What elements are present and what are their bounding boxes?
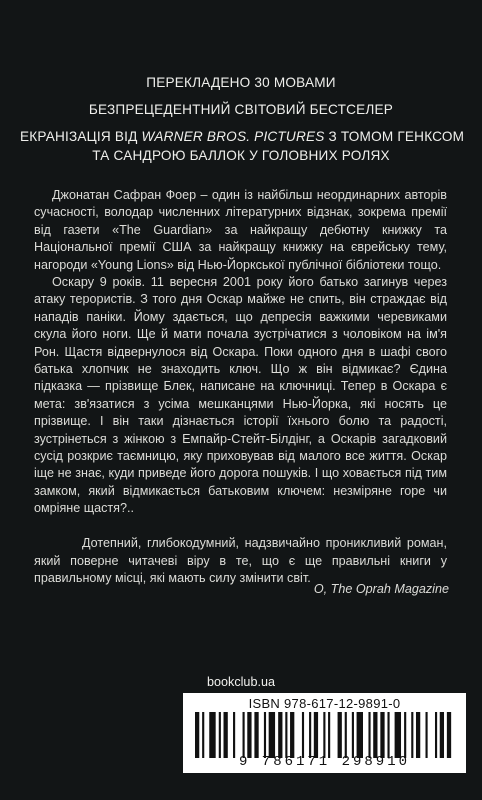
barcode-label xyxy=(183,693,466,773)
quote-source: O, The Oprah Magazine xyxy=(313,582,449,596)
barcode-bars xyxy=(195,712,454,758)
barcode-digits: 9 786171 298910 xyxy=(238,754,411,770)
review-quote: Дотепний, глибокодумний, надзвичайно проникливий роман, який поверне читачеві віру в те, що є ще правильні книги у правильному місці, які мають силу змінити світ. xyxy=(34,536,447,586)
isbn-number: ISBN 978-617-12-9891-0 xyxy=(248,696,401,711)
author-bio: Джонатан Сафран Фоер – один із найбільш неординарних авторів сучасності, володар численних літературних відзнак, зокрема премії від газети «The Guardian» за найкращу дебютну книжку та Національної премії США за найкращу книжку на єврейську тему, нагороди «Young Lions» від Нью-Йоркської публічної бібліотеки тощо. xyxy=(34,188,447,272)
publisher-website: bookclub.ua xyxy=(207,675,275,689)
film-studio: WARNER BROS. PICTURES xyxy=(141,129,325,144)
film-adaptation-note xyxy=(20,127,465,146)
film-adaptation-prefix: ЕКРАНІЗАЦІЯ ВІД xyxy=(20,129,142,144)
bestseller-note: БЕЗПРЕЦЕДЕНТНИЙ СВІТОВИЙ БЕСТСЕЛЕР xyxy=(88,102,394,117)
synopsis: Оскару 9 років. 11 вересня 2001 року його батько загинув через атаку терористів. З того дня Оскар майже не спить, він страждає від нападів паніки. Йому здається, що депресія важкими черевиками скула його ноги. Ще й мати почала зустрічатися з чоловіком на ім'я Рон. Щастя відвернулося від Оскара. Поки одного дня в шафі свого батька хлопчик не знаходить ключ. Що ж він відмикає? Єдина підказка — прізвище Блек, написане на ключниці. Тепер в Оскара є мета: зв'язатися з усіма мешканцями Нью-Йорка, які носять це прізвище. І він таки дізнається історії їхнього болю та радості, зустрінеться з жінкою з Емпайр-Стейт-Білдінг, а Оскарів загадковий сусід розкриє таємницю, яку приховував від малого все життя. Оскар іще не знає, куди приведе його дорога пошуків. І що ховається під тим замком, який відмикається батьковим ключем: незміряне горе чи омріяне щастя?.. xyxy=(34,275,447,516)
cover-header xyxy=(20,73,465,165)
translations-note: ПЕРЕКЛАДЕНО 30 МОВАМИ xyxy=(146,75,336,90)
film-cast-note: ТА САНДРОЮ БАЛЛОК У ГОЛОВНИХ РОЛЯХ xyxy=(92,148,390,163)
film-adaptation-suffix: З ТОМОМ ГЕНКСОМ xyxy=(324,129,465,144)
